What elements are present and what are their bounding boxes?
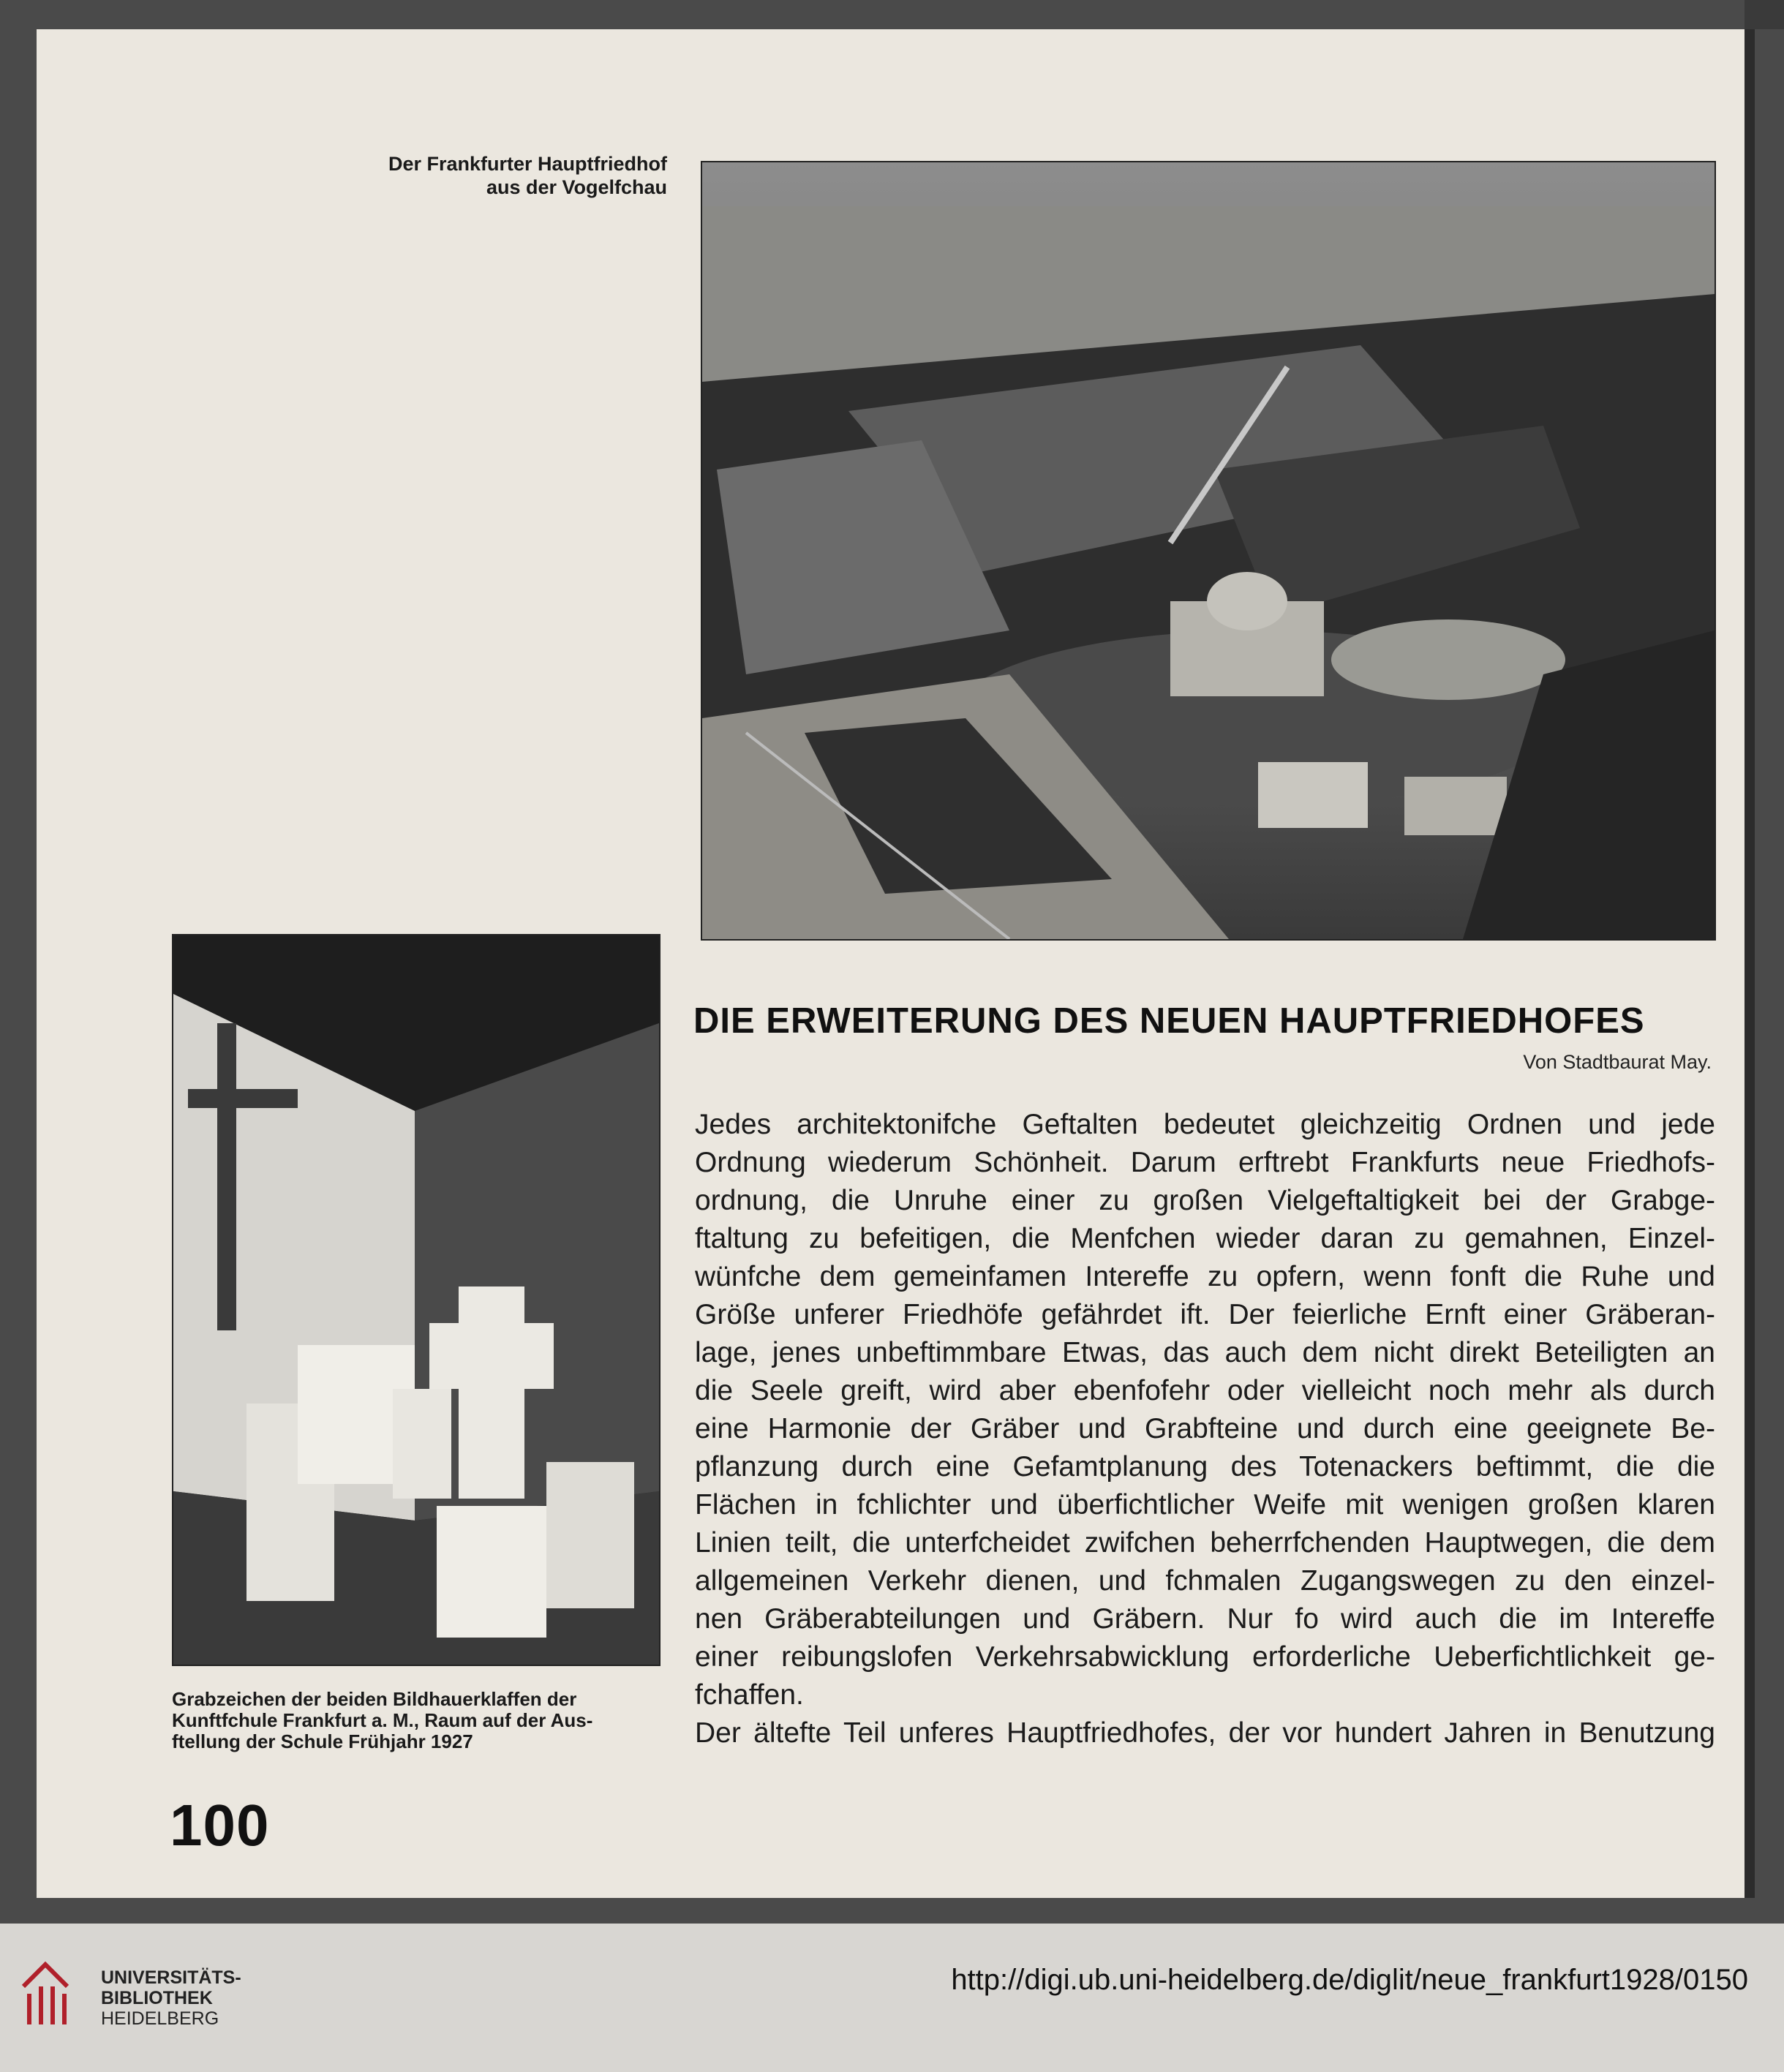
- aerial-photo-caption: [219, 152, 667, 199]
- grave-markers-caption: [172, 1689, 669, 1752]
- page-edge: [1745, 29, 1755, 1898]
- grave-markers-photo: [172, 934, 660, 1666]
- aerial-cemetery-photo: [701, 161, 1716, 941]
- caption-line: ftellung der Schule Frühjahr 1927: [172, 1730, 473, 1752]
- body-line: lage, jenes unbeftimmbare Etwas, das auch dem nicht direkt Beteiligten an: [695, 1337, 1715, 1368]
- library-name-line: BIBLIOTHEK: [101, 1988, 213, 2008]
- body-line: Flächen in fchlichter und überfichtlicher Weife mit wenigen großen klaren: [695, 1489, 1715, 1521]
- body-line: einer reibungslofen Verkehrsabwicklung erforderliche Ueberfichtlichkeit ge-: [695, 1641, 1715, 1673]
- body-line: Jedes architektonifche Geftalten bedeutet gleichzeitig Ordnen und jede: [695, 1109, 1715, 1140]
- scan-top-strip: [1745, 0, 1784, 29]
- library-name-line: UNIVERSITÄTS-: [101, 1967, 241, 1988]
- body-line: Der ältefte Teil unferes Hauptfriedhofes, der vor hundert Jahren in Benutzung: [695, 1717, 1715, 1749]
- footer-gap: [0, 1898, 1784, 1924]
- body-line: ordnung, die Unruhe einer zu großen Vielgeftaltigkeit bei der Grabge-: [695, 1185, 1715, 1216]
- library-logo-icon: [16, 1957, 79, 2030]
- body-line: fchaffen.: [695, 1679, 804, 1711]
- caption-line: aus der Vogelfchau: [486, 176, 667, 198]
- body-line: Ordnung wiederum Schönheit. Darum erftrebt Frankfurts neue Friedhofs-: [695, 1147, 1715, 1178]
- library-name-line: HEIDELBERG: [101, 2008, 219, 2029]
- body-line: die Seele greift, wird aber ebenfofehr oder vielleicht noch mehr als durch: [695, 1375, 1715, 1406]
- body-line: ftaltung zu befeitigen, die Menfchen wieder daran zu gemahnen, Einzel-: [695, 1223, 1715, 1254]
- library-name: [101, 1967, 241, 2029]
- page-number: 100: [170, 1793, 270, 1858]
- source-url[interactable]: http://digi.ub.uni-heidelberg.de/diglit/neue_frankfurt1928/0150: [951, 1964, 1748, 1996]
- body-line: wünfche dem gemeinfamen Intereffe zu opfern, wenn fonft die Ruhe und: [695, 1261, 1715, 1292]
- article-title: DIE ERWEITERUNG DES NEUEN HAUPTFRIEDHOFES: [693, 1001, 1645, 1041]
- body-line: allgemeinen Verkehr dienen, und fchmalen Zugangswegen zu den einzel-: [695, 1565, 1715, 1597]
- article-body: [695, 1106, 1715, 1752]
- caption-line: Kunftfchule Frankfurt a. M., Raum auf der Aus-: [172, 1709, 593, 1731]
- body-line: Größe unferer Friedhöfe gefährdet ift. Der feierliche Ernft einer Gräberan-: [695, 1299, 1715, 1330]
- caption-line: Der Frankfurter Hauptfriedhof: [388, 153, 667, 175]
- article-byline: Von Stadtbaurat May.: [1523, 1051, 1712, 1073]
- body-line: Linien teilt, die unterfcheidet zwifchen beherrfchenden Hauptwegen, die dem: [695, 1527, 1715, 1559]
- body-line: nen Gräberabteilungen und Gräbern. Nur fo wird auch die im Intereffe: [695, 1603, 1715, 1635]
- body-line: pflanzung durch eine Gefamtplanung des Totenackers beftimmt, die die: [695, 1451, 1715, 1483]
- library-footer: [0, 1924, 1784, 2072]
- caption-line: Grabzeichen der beiden Bildhauerklaffen der: [172, 1688, 577, 1710]
- body-line: eine Harmonie der Gräber und Grabfteine und durch eine geeignete Be-: [695, 1413, 1715, 1444]
